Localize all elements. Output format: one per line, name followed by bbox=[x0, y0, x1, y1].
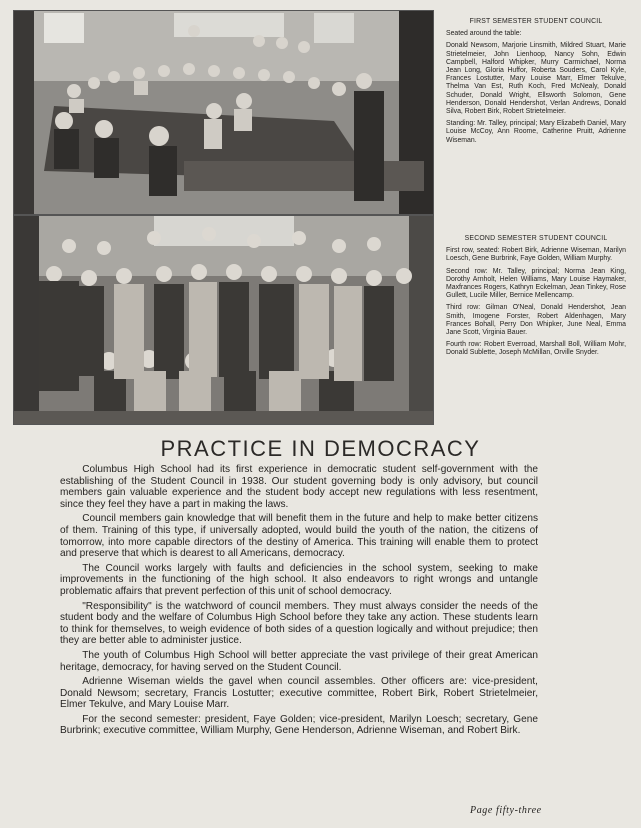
caption-paragraph: Standing: Mr. Talley, principal; Mary Elizabeth Daniel, Mary Louise McCoy, Ann Roome, Catherine Pruitt, Adrienne Wiseman. bbox=[446, 120, 626, 144]
caption-paragraph: First row, seated: Robert Birk, Adrienne Wiseman, Marilyn Loesch, Gene Burbrink, Faye Golden, William Murphy. bbox=[446, 247, 626, 263]
caption-paragraph: Donald Newsom, Marjorie Linsmith, Mildred Stuart, Marie Strietelmeier, John Lienhoop, Nancy Sohn, Edwin Campbell, Halford Whipker, Murry Carmichael, Norma Jean Long, Gloria Huffor, Roberta Souders, Carol Kyle, Frances Lostutter, Mary Louise Marr, Elmer Tekulve, Thelma Van Est, Ruth Koch, Fred McNealy, Donald Schuder, Donald Wright, Ellsworth Solomon, Gene Henderson, Donald Hendershot, Verlan Andrews, Donald Silva, Robert Birk, Robert Strietelmeier. bbox=[446, 42, 626, 116]
article-paragraph: Council members gain knowledge that will benefit them in the future and help to make better citizens of them. Training of this type, if universally adopted, would build the youth of the nation, the citizens of tomorrow, into more capable directors of the destiny of America. This training will enable them to protect and preserve that which is dearest to all Americans, democracy. bbox=[60, 513, 538, 560]
second-semester-council-photo bbox=[13, 215, 434, 425]
caption-paragraph: Seated around the table: bbox=[446, 30, 522, 38]
caption-paragraph: Third row: Gilman O'Neal, Donald Hendershot, Jean Smith, Imogene Forster, Robert Aldenhagen, Mary Frances Bohall, Perry Don Whipker, June Neal, Emma Jane Scott, Virginia Bauer. bbox=[446, 304, 626, 337]
article-paragraph: For the second semester: president, Faye Golden; vice-president, Marilyn Loesch; secretary, Gene Burbrink; executive committee, William Murphy, Gene Henderson, Adrienne Wiseman, and Robert Birk. bbox=[60, 713, 538, 737]
article-paragraph: The Council works largely with faults and deficiencies in the school system, seeking to make improvements in the functioning of the high school. It also endeavors to right wrongs and untangle problematic affairs that prevent perfection of this unit of school democracy. bbox=[60, 562, 538, 597]
article-title: PRACTICE IN DEMOCRACY bbox=[160, 436, 481, 461]
article-paragraph: Adrienne Wiseman wields the gavel when council assembles. Other officers are: vice-president, Donald Newsom; secretary, Francis Lostutter; executive committee, Robert Birk, Robert Strietelmeier, Elmer Tekulve, and Mary Louise Marr. bbox=[60, 676, 538, 711]
article-paragraph: The youth of Columbus High School will better appreciate the vast privilege of their great American heritage, democracy, for having served on the Student Council. bbox=[60, 649, 538, 673]
second-semester-caption bbox=[446, 235, 626, 362]
article-paragraph: Columbus High School had its first experience in democratic student self-government with the establishing of the Student Council in 1938. Our student governing body is only advisory, but council members gain valuable experience and the student body accept new regulations with less resentment, since they feel they have a part in making the laws. bbox=[60, 464, 538, 510]
article-paragraph: "Responsibility" is the watchword of council members. They must always consider the needs of the student body and the welfare of Columbus High School before they take any action. These students learn to think for themselves, to weigh evidence of both sides of a question logically and without prejudice; then they are better able to administer justice. bbox=[60, 600, 538, 647]
caption-paragraph: Fourth row: Robert Everroad, Marshall Boll, William Mohr, Donald Sublette, Joseph McMillan, Orville Snyder. bbox=[446, 341, 626, 357]
caption-title: FIRST SEMESTER STUDENT COUNCIL bbox=[469, 18, 603, 25]
article-body bbox=[60, 464, 538, 740]
page-number: Page fifty-three bbox=[470, 805, 542, 816]
caption-title: SECOND SEMESTER STUDENT COUNCIL bbox=[464, 235, 608, 242]
first-semester-caption bbox=[446, 18, 626, 149]
first-semester-council-photo bbox=[13, 10, 434, 215]
caption-paragraph: Second row: Mr. Talley, principal; Norma Jean King, Dorothy Arnholt, Helen Williams, Mary Louise Haymaker, Maxfrances Rogers, Kathryn Eckelman, Jean Tinkey, Rose Gullett, Lucile Miller, Bernice Mellencamp. bbox=[446, 267, 626, 300]
